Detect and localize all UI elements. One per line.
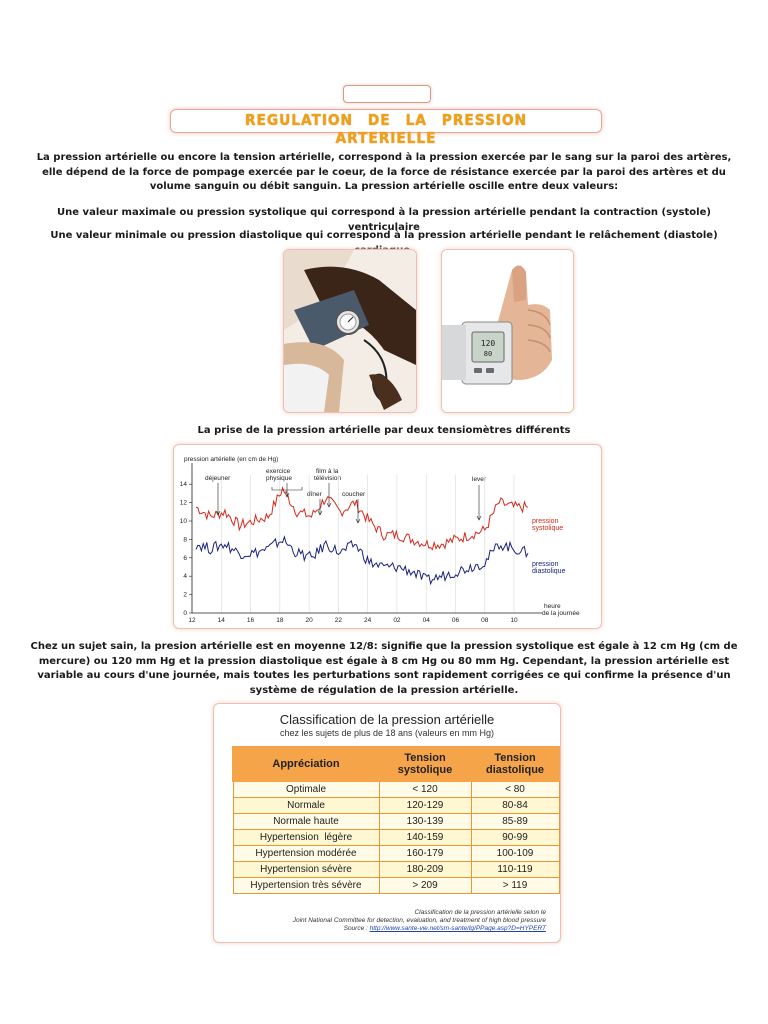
- table-header-row: [233, 747, 559, 781]
- cell-diastolic: 80-84: [471, 798, 559, 814]
- photo-wrist-tensiometer: [441, 249, 574, 413]
- y-tick-label: 10: [179, 518, 187, 525]
- table-row: [233, 830, 559, 846]
- table-row: [233, 878, 559, 894]
- legend-systolique-1: pression: [532, 518, 559, 525]
- x-tick-label: 08: [481, 617, 489, 624]
- cell-systolic: 140-159: [379, 830, 471, 846]
- cell-systolic: 130-139: [379, 814, 471, 830]
- x-tick-label: 22: [334, 617, 343, 624]
- annotation-coucher: coucher: [342, 491, 366, 498]
- arm-cuff-illustration: [284, 250, 416, 412]
- wrist-device-illustration: [442, 250, 573, 412]
- cell-diastolic: < 80: [471, 781, 559, 798]
- cell-appreciation: Hypertension légère: [233, 830, 379, 846]
- y-tick-label: 2: [183, 591, 187, 599]
- cell-diastolic: 85-89: [471, 814, 559, 830]
- x-tick-label: 12: [188, 617, 196, 624]
- header-systolic: Tension systolique: [379, 747, 471, 781]
- source-line-1: Classification de la pression artérielle selon le: [414, 909, 546, 916]
- source-label: Source :: [343, 925, 370, 932]
- classification-title: Classification de la pression artérielle: [279, 712, 495, 727]
- annotation-diner: dîner: [307, 491, 322, 498]
- table-row: [233, 862, 559, 878]
- systolic-definition: Une valeur maximale ou pression systolique qui correspond à la pression artérielle pendant la contraction (systole) ventriculaire: [57, 207, 711, 233]
- series-line-diastolique: [196, 537, 528, 584]
- header-appreciation: Appréciation: [233, 747, 379, 781]
- x-tick-label: 10: [510, 617, 518, 624]
- header-tab-box: [343, 85, 431, 103]
- annotation-film-1: film à la: [316, 468, 339, 475]
- legend-diastolique-1: pression: [532, 561, 559, 568]
- annotation-exercice-1: exercice: [266, 468, 291, 475]
- chart-svg: [174, 445, 601, 628]
- cell-diastolic: > 119: [471, 878, 559, 894]
- x-tick-label: 18: [276, 617, 284, 624]
- svg-text:80: 80: [483, 350, 493, 358]
- cell-systolic: > 209: [379, 878, 471, 894]
- explanation-paragraph: Chez un sujet sain, la presion artérielle est en moyenne 12/8: signifie que la pression systolique est égale à 12 cm Hg (cm de mercure) ou 120 mm Hg et la pression diastolique est égale à 8 cm Hg ou 80 mm Hg. Cependant, la pression artérielle est variable au cours d'une journée, mais toutes les perturbations sont rapidement corrigées ce qui confirme la présence d'un système de régulation de la pression artérielle.: [30, 641, 738, 696]
- cell-diastolic: 100-109: [471, 846, 559, 862]
- cell-appreciation: Hypertension sévère: [233, 862, 379, 878]
- table-row: [233, 814, 559, 830]
- diastolic-definition: Une valeur minimale ou pression diastolique qui correspond à la pression artérielle pendant le relâchement (diastole): [50, 230, 718, 241]
- intro-paragraph: La pression artérielle ou encore la tension artérielle, correspond à la pression exercée par le sang sur la paroi des artères, elle dépend de la force de pompage exercée par le coeur, de la force de résistance exercée par la paroi des artères et du volume sanguin ou débit sanguin. La pression artérielle oscille entre deux valeurs:: [36, 152, 732, 192]
- x-tick-label: 24: [364, 617, 372, 624]
- cell-diastolic: 110-119: [471, 862, 559, 878]
- page-title: REGULATION DE LA PRESSION ARTERIELLE: [244, 111, 528, 147]
- y-tick-label: 14: [179, 481, 187, 489]
- cell-appreciation: Normale: [233, 798, 379, 814]
- x-tick-label: 14: [217, 617, 225, 624]
- annotation-lever: lever: [472, 476, 487, 483]
- legend-diastolique-2: diastolique: [532, 568, 566, 575]
- annotation-film-2: télévision: [314, 475, 342, 482]
- table-row: [233, 846, 559, 862]
- table-row: [233, 798, 559, 814]
- y-tick-label: 6: [183, 554, 187, 562]
- cell-systolic: 160-179: [379, 846, 471, 862]
- cell-appreciation: Optimale: [233, 781, 379, 798]
- x-tick-label: 06: [451, 617, 460, 624]
- photos-caption: La prise de la pression artérielle par deux tensiomètres différents: [197, 425, 571, 436]
- cell-appreciation: Hypertension modérée: [233, 846, 379, 862]
- x-tick-label: 02: [393, 617, 401, 624]
- annotation-dejeuner: déjeuner: [205, 475, 231, 482]
- cell-diastolic: 90-99: [471, 830, 559, 846]
- y-axis-label: pression artérielle (en cm de Hg): [184, 456, 279, 463]
- annotation-exercice-2: physique: [266, 475, 293, 482]
- classification-table: [232, 746, 560, 894]
- cell-appreciation: Hypertension très sévère: [233, 878, 379, 894]
- cell-appreciation: Normale haute: [233, 814, 379, 830]
- header-diastolic: Tension diastolique: [471, 747, 559, 781]
- cell-systolic: 180-209: [379, 862, 471, 878]
- y-tick-label: 0: [183, 610, 187, 617]
- x-tick-label: 16: [246, 617, 255, 624]
- y-tick-label: 8: [183, 536, 187, 544]
- x-tick-label: 20: [305, 617, 313, 624]
- y-tick-label: 12: [179, 499, 187, 507]
- classification-panel: [213, 703, 561, 943]
- x-axis-label-1: heure: [544, 603, 561, 610]
- blood-pressure-chart: [173, 444, 602, 629]
- x-tick-label: 04: [422, 617, 430, 624]
- cell-systolic: < 120: [379, 781, 471, 798]
- source-line-2: Joint National Committee for detection, evaluation, and treatment of high blood pressure: [292, 917, 546, 924]
- source-link[interactable]: http://www.sante-vie.net/sm-sante/lg/PPage.asp?D=HYPERT: [369, 925, 546, 932]
- cell-systolic: 120-129: [379, 798, 471, 814]
- y-tick-label: 4: [183, 573, 187, 581]
- x-axis-label-2: de la journée: [542, 610, 580, 617]
- photo-arm-tensiometer: [283, 249, 417, 413]
- svg-text:120: 120: [480, 339, 496, 348]
- legend-systolique-2: systolique: [532, 525, 564, 532]
- classification-subtitle: chez les sujets de plus de 18 ans (valeurs en mm Hg): [279, 728, 495, 738]
- source-line-3: [226, 925, 546, 933]
- table-row: [233, 781, 559, 798]
- title-box: [170, 109, 602, 147]
